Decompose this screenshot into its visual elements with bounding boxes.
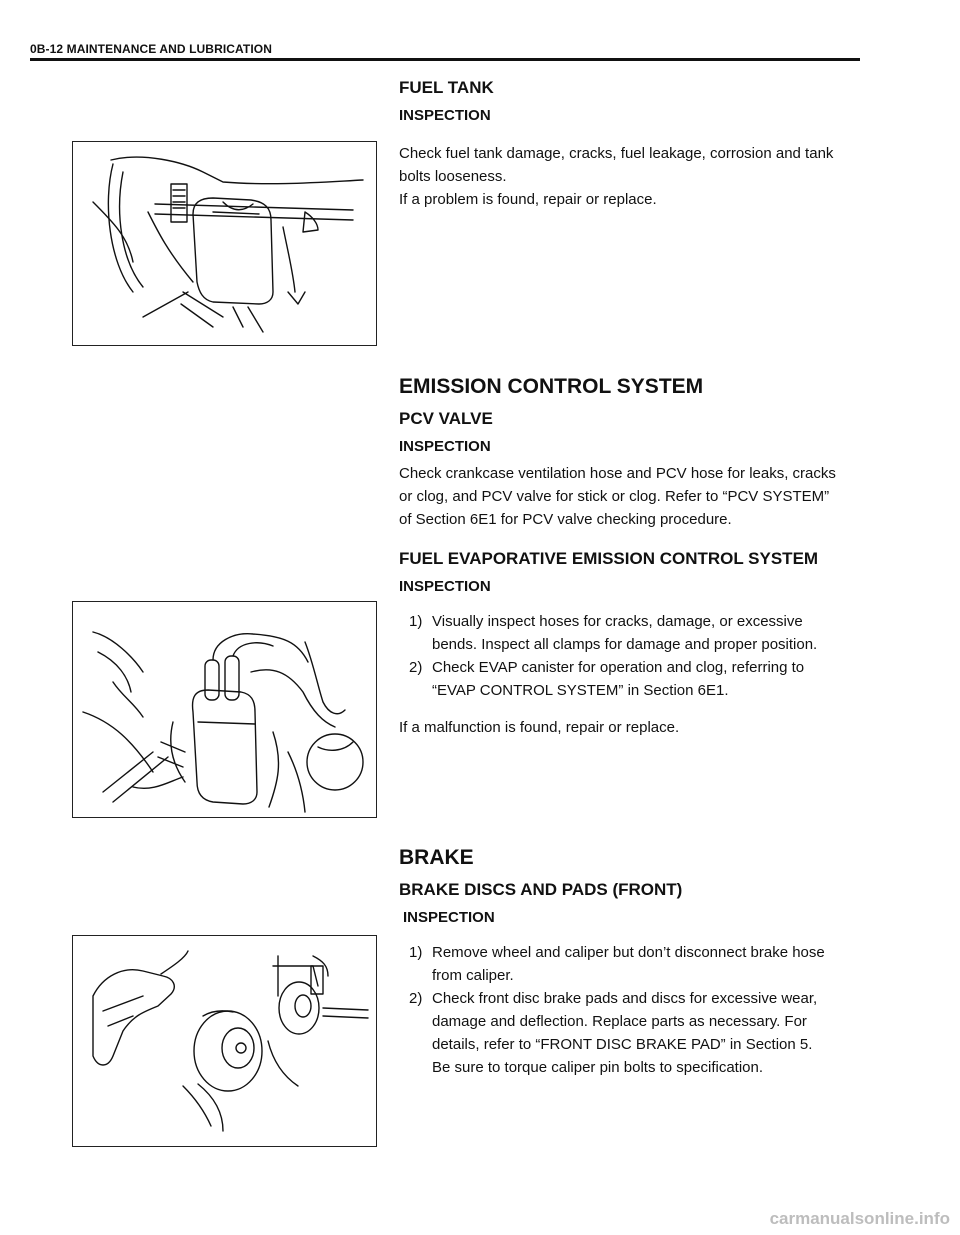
step-line: Be sure to torque caliper pin bolts to specification. [432, 1059, 764, 1076]
fuel-tank-illustration [72, 141, 377, 346]
fuel-tank-body [399, 142, 860, 211]
brake-discs-title: BRAKE DISCS AND PADS (FRONT) [399, 880, 683, 899]
header-rule [30, 58, 860, 61]
watermark: carmanualsonline.info [769, 1209, 950, 1228]
brake-steps [399, 941, 860, 1079]
brake-title: BRAKE [399, 846, 474, 869]
evap-canister-illustration [72, 601, 377, 818]
step-line: bends. Inspect all clamps for damage and proper position. [432, 636, 818, 653]
pcv-line: of Section 6E1 for PCV valve checking procedure. [399, 511, 732, 528]
page-header-title: 0B-12 MAINTENANCE AND LUBRICATION [30, 42, 272, 56]
step-number: 1) [409, 613, 423, 630]
evap-step [399, 610, 860, 656]
pcv-line: Check crankcase ventilation hose and PCV hose for leaks, cracks [399, 465, 836, 482]
fuel-tank-subtitle: INSPECTION [399, 107, 491, 124]
step-line: Check front disc brake pads and discs for excessive wear, [432, 990, 818, 1007]
brake-step [399, 987, 860, 1079]
evap-step [399, 656, 860, 702]
pcv-valve-title: PCV VALVE [399, 409, 493, 428]
step-line: Visually inspect hoses for cracks, damage, or excessive [432, 613, 803, 630]
step-number: 1) [409, 944, 423, 961]
evap-subtitle: INSPECTION [399, 578, 491, 595]
brake-step [399, 941, 860, 987]
step-line: “EVAP CONTROL SYSTEM” in Section 6E1. [432, 682, 729, 699]
fuel-tank-line: If a problem is found, repair or replace. [399, 191, 657, 208]
step-line: details, refer to “FRONT DISC BRAKE PAD” in Section 5. [432, 1036, 813, 1053]
emission-control-title: EMISSION CONTROL SYSTEM [399, 375, 704, 398]
step-number: 2) [409, 659, 423, 676]
evap-steps [399, 610, 860, 739]
pcv-valve-body [399, 462, 860, 531]
evap-title: FUEL EVAPORATIVE EMISSION CONTROL SYSTEM [399, 549, 819, 568]
step-number: 2) [409, 990, 423, 1007]
step-line: damage and deflection. Replace parts as necessary. For [432, 1013, 807, 1030]
evap-note: If a malfunction is found, repair or replace. [399, 719, 680, 736]
fuel-tank-line: bolts looseness. [399, 168, 507, 185]
brake-discs-subtitle: INSPECTION [403, 909, 495, 926]
fuel-tank-title: FUEL TANK [399, 78, 494, 97]
fuel-tank-line: Check fuel tank damage, cracks, fuel leakage, corrosion and tank [399, 145, 834, 162]
step-line: Check EVAP canister for operation and clog, referring to [432, 659, 805, 676]
step-line: from caliper. [432, 967, 514, 984]
pcv-valve-subtitle: INSPECTION [399, 438, 491, 455]
brake-disc-illustration [72, 935, 377, 1147]
pcv-line: or clog, and PCV valve for stick or clog. Refer to “PCV SYSTEM” [399, 488, 830, 505]
step-line: Remove wheel and caliper but don’t disconnect brake hose [432, 944, 825, 961]
